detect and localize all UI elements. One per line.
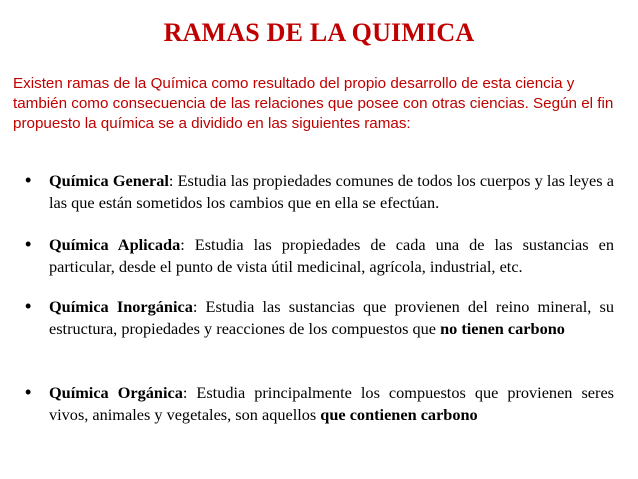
- branch-text: [49, 234, 614, 277]
- bullet-icon: •: [25, 234, 32, 254]
- branch-description: : Estudia las propiedades comunes de todos los cuerpos y las leyes a las que están sometidos los cambios que en ella se efectúan.: [49, 171, 615, 212]
- branch-description: : Estudia las sustancias que provienen del reino mineral, su estructura, propiedades y reacciones de los compuestos que: [49, 297, 614, 338]
- branch-emphasis: que contienen carbono: [320, 404, 478, 424]
- branch-description: : Estudia principalmente los compuestos que provienen seres vivos, animales y vegetales, son aquellos: [49, 383, 615, 424]
- branch-item-inorganica: [25, 296, 614, 339]
- intro-paragraph: Existen ramas de la Química como resultado del propio desarrollo de esta ciencia y también como consecuencia de las relaciones que posee con otras ciencias. Según el fin propuesto la química se a dividido en las siguientes ramas:: [13, 75, 614, 132]
- branch-description: : Estudia las propiedades de cada una de las sustancias en particular, desde el punto de vista útil medicinal, agrícola, industrial, etc.: [49, 235, 614, 276]
- branch-text: [49, 296, 614, 339]
- branch-item-aplicada: [25, 234, 614, 277]
- bullet-icon: •: [25, 170, 32, 190]
- branch-text: [49, 382, 614, 425]
- branch-item-organica: [25, 382, 614, 425]
- branch-item-general: [25, 170, 614, 213]
- bullet-icon: •: [25, 296, 32, 316]
- branch-term: Química Inorgánica: [49, 297, 193, 316]
- branch-text: [49, 170, 614, 213]
- slide-title: RAMAS DE LA QUIMICA: [163, 18, 475, 47]
- bullet-icon: •: [25, 382, 32, 402]
- branch-emphasis: no tienen carbono: [440, 318, 565, 338]
- branch-term: Química General: [49, 171, 169, 190]
- branch-term: Química Aplicada: [49, 235, 181, 254]
- branch-term: Química Orgánica: [49, 383, 183, 402]
